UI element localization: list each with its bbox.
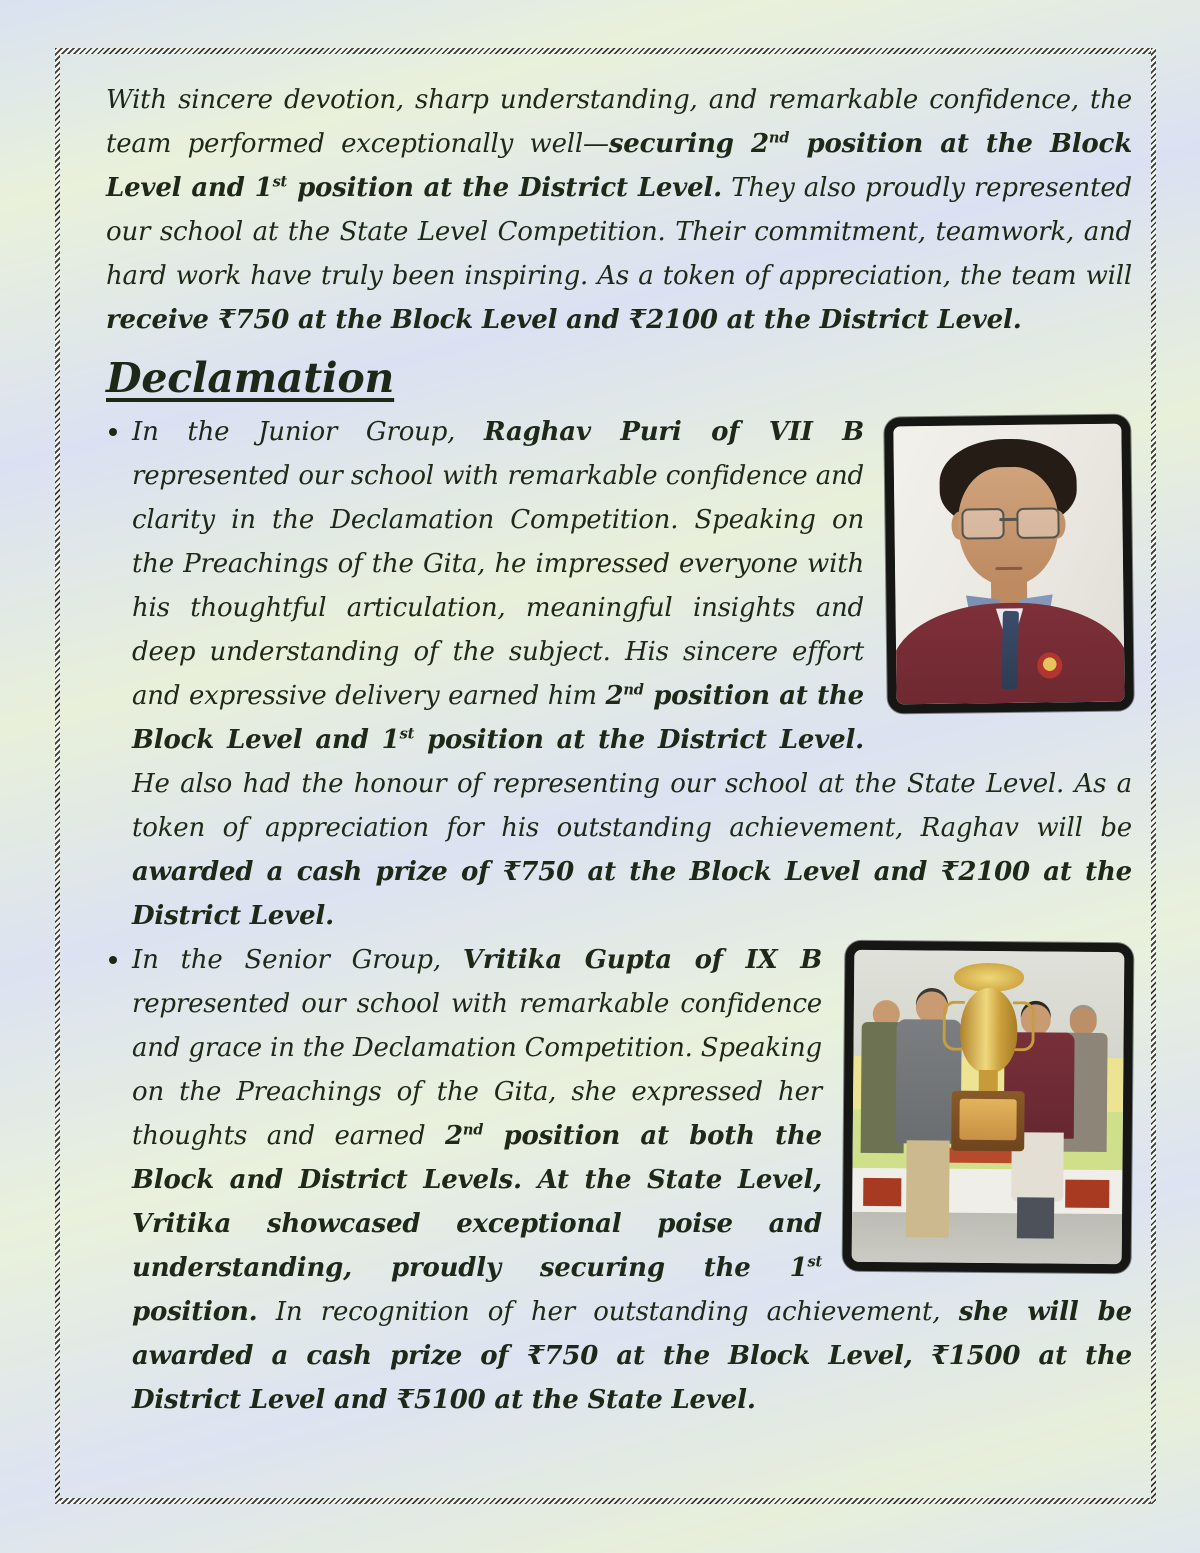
ceremony-scene	[852, 950, 1125, 1264]
presenter-khaki-trousers	[906, 1141, 950, 1238]
intro-paragraph: With sincere devotion, sharp understanding, and remarkable confidence, the team performed exceptionally well—securing 2nd position at the Block Level and 1st position at the District Level. They also proudly represented our school at the State Level Competition. Their commitment, teamwork, and hard work have truly been inspiring. As a token of appreciation, the team will receive ₹750 at the Block Level and ₹2100 at the District Level.	[106, 85, 1133, 335]
bullet-junior-declamation	[106, 410, 1132, 938]
portrait-mouth	[995, 567, 1022, 570]
bullet-list	[106, 410, 1132, 1422]
glasses-bridge	[999, 518, 1017, 521]
trophy-cup-icon	[960, 988, 1017, 1073]
section-heading: Declamation	[106, 354, 395, 402]
bullet-junior-text: In the Junior Group, Raghav Puri of VII B represented our school with remarkable confidence and clarity in the Declamation Competition. Speaking on the Preachings of the Gita, he impressed everyone with his thoughtful articulation, meaningful insights and deep understanding of the subject. His sincere effort and expressive delivery earned him 2nd position at the Block Level and 1st position at the District Level. He also had the honour of representing our school at the State Level. As a token of appreciation for his outstanding achievement, Raghav will be awarded a cash prize of ₹750 at the Block Level and ₹2100 at the District Level.	[132, 417, 1132, 931]
bullet-senior-declamation	[106, 938, 1132, 1422]
glasses-lens-left	[962, 508, 1005, 539]
student-trousers	[1017, 1198, 1055, 1239]
page-content	[60, 54, 1156, 1504]
banner-red-block-left	[863, 1178, 901, 1206]
glasses-lens-right	[1016, 508, 1059, 539]
school-tie	[1001, 611, 1019, 689]
raghav-portrait-photo	[884, 415, 1134, 714]
vritika-award-photo	[843, 941, 1134, 1274]
portrait-scene	[893, 424, 1124, 705]
trophy-plaque-label	[959, 1099, 1016, 1140]
bullet-senior-text: In the Senior Group, Vritika Gupta of IX B represented our school with remarkable confidence and grace in the Declamation Competition. Speaking on the Preachings of the Gita, she expressed her thoughts and earned 2nd position at both the Block and District Levels. At the State Level, Vritika showcased exceptional poise and understanding, proudly securing the 1st position. In recognition of her outstanding achievement, she will be awarded a cash prize of ₹750 at the Block Level, ₹1500 at the District Level and ₹5100 at the State Level.	[132, 945, 1132, 1415]
stage-floor	[852, 1212, 1122, 1264]
banner-red-block-right	[1065, 1179, 1108, 1207]
